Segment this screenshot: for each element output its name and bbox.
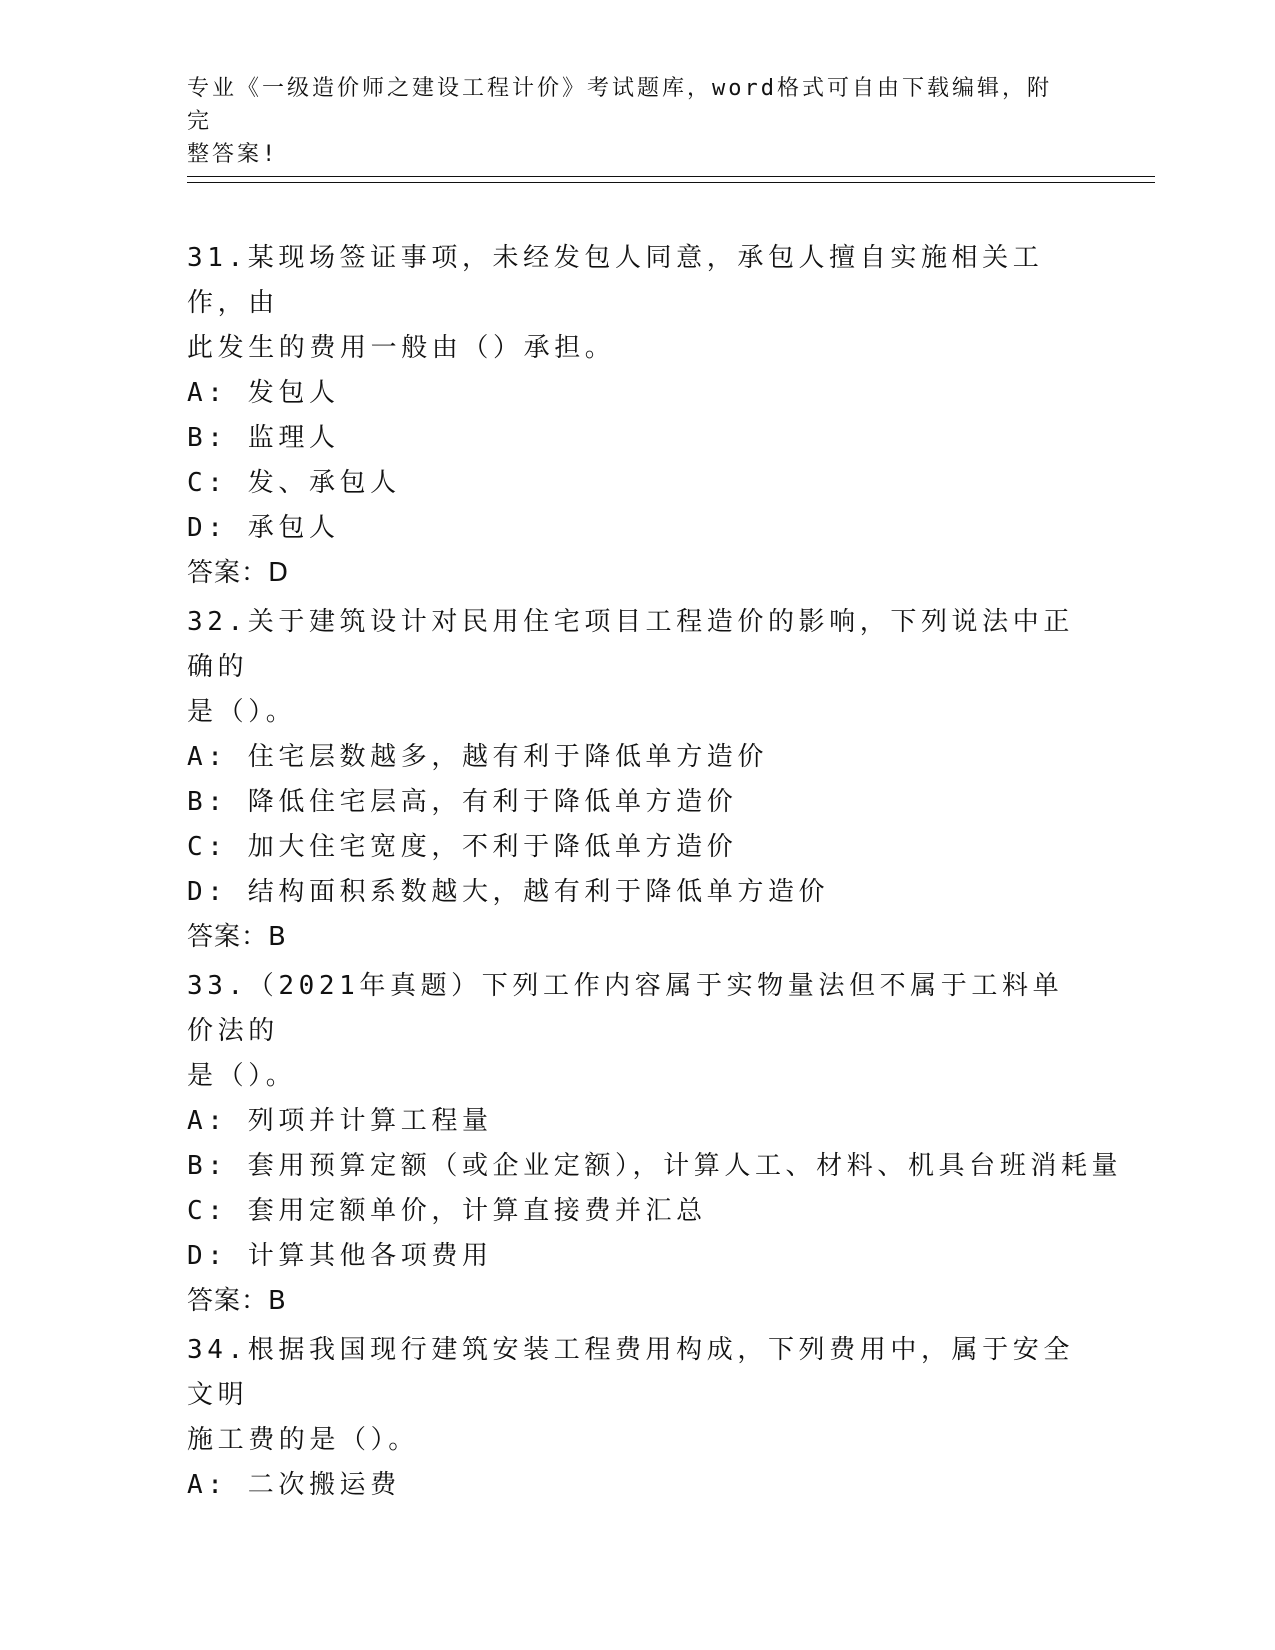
header-line-1: 专业《一级造价师之建设工程计价》考试题库，word格式可自由下载编辑，附完: [187, 76, 1052, 134]
option-a: A: 二次搬运费: [187, 1470, 401, 1500]
header-divider-bottom: [187, 182, 1155, 183]
question-33: [187, 964, 1123, 1324]
answer-line: 答案：D: [187, 558, 290, 588]
answer-line: 答案：B: [187, 922, 287, 952]
option-b: B: 监理人: [187, 423, 340, 453]
question-stem-line: 是（）。: [187, 697, 297, 727]
option-d: D: 承包人: [187, 513, 340, 543]
option-a: A: 住宅层数越多，越有利于降低单方造价: [187, 742, 768, 772]
answer-line: 答案：B: [187, 1286, 287, 1316]
question-34: [187, 1328, 1087, 1508]
option-b: B: 降低住宅层高，有利于降低单方造价: [187, 787, 738, 817]
question-stem-line: 31.某现场签证事项，未经发包人同意，承包人擅自实施相关工作，由: [187, 243, 1044, 318]
question-32: [187, 600, 1087, 960]
option-a: A: 列项并计算工程量: [187, 1106, 493, 1136]
option-c: C: 加大住宅宽度，不利于降低单方造价: [187, 832, 738, 862]
question-stem-line: 此发生的费用一般由（）承担。: [187, 333, 616, 363]
question-stem-line: 施工费的是（）。: [187, 1425, 419, 1455]
option-c: C: 发、承包人: [187, 468, 401, 498]
header-line-2: 整答案!: [187, 142, 279, 167]
option-c: C: 套用定额单价，计算直接费并汇总: [187, 1196, 707, 1226]
question-31: [187, 236, 1087, 596]
header-divider-top: [187, 176, 1155, 177]
question-stem-line: 32.关于建筑设计对民用住宅项目工程造价的影响，下列说法中正确的: [187, 607, 1074, 682]
document-header: [187, 72, 1067, 171]
option-d: D: 计算其他各项费用: [187, 1241, 493, 1271]
question-stem-line: 34.根据我国现行建筑安装工程费用构成，下列费用中，属于安全文明: [187, 1335, 1074, 1410]
option-b: B: 套用预算定额（或企业定额），计算人工、材料、机具台班消耗量: [187, 1151, 1123, 1181]
question-stem-line: 是（）。: [187, 1061, 297, 1091]
option-d: D: 结构面积系数越大，越有利于降低单方造价: [187, 877, 830, 907]
question-stem-line: 33.（2021年真题）下列工作内容属于实物量法但不属于工料单价法的: [187, 971, 1064, 1046]
option-a: A: 发包人: [187, 378, 340, 408]
